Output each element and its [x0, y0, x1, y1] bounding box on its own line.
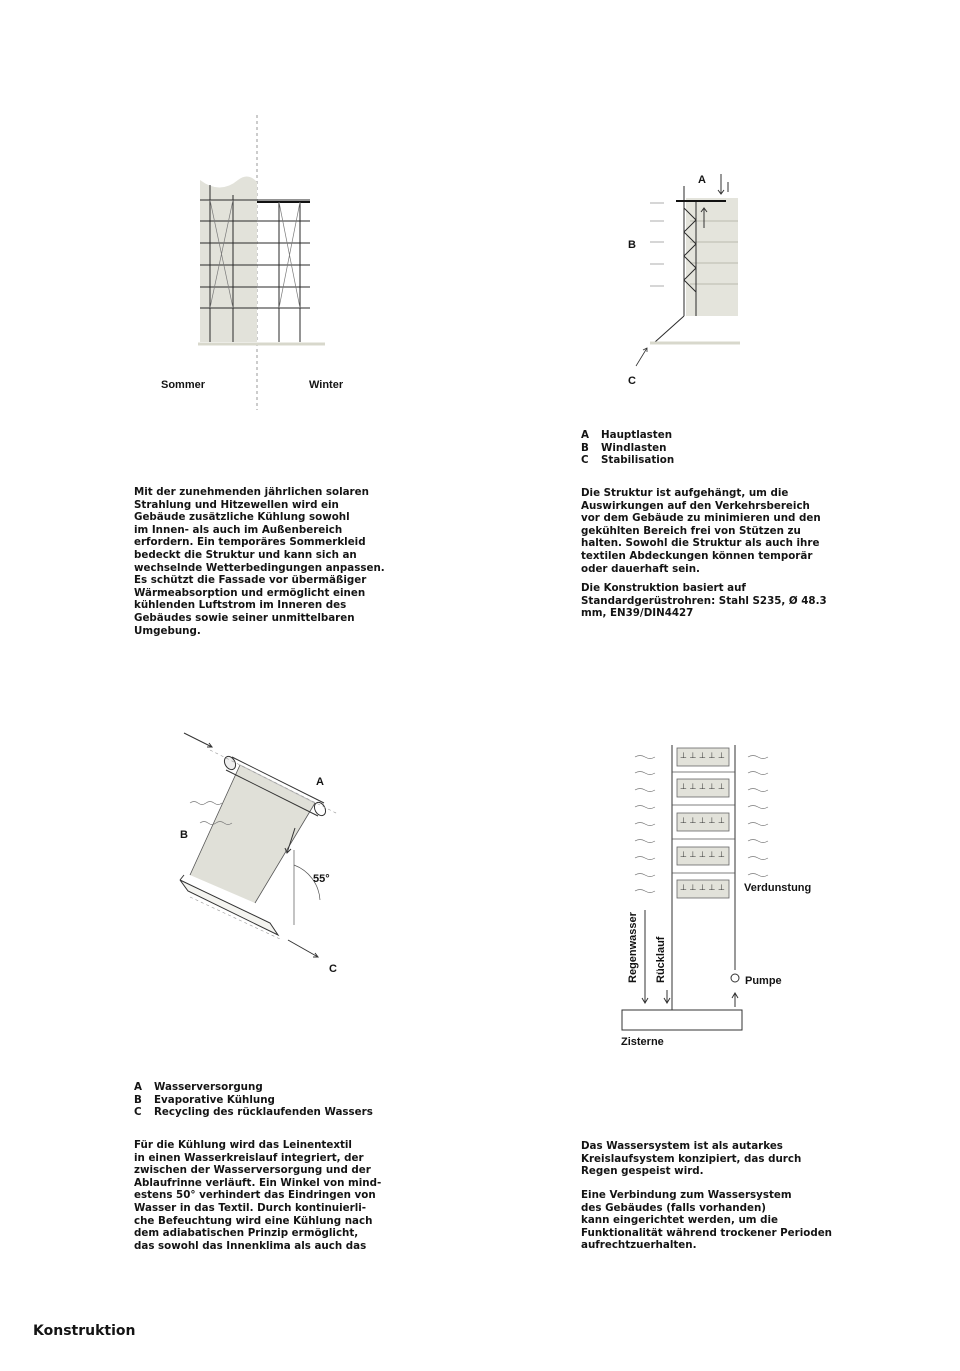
label-b: B	[180, 829, 188, 841]
label-c: C	[628, 375, 636, 387]
svg-text:⊥ ⊥ ⊥ ⊥ ⊥: ⊥ ⊥ ⊥ ⊥ ⊥	[680, 850, 726, 859]
label-b: B	[628, 239, 636, 251]
legend-row-b: B Evaporative Kühlung	[134, 1093, 275, 1106]
suspended-structure-diagram	[620, 168, 750, 393]
structure-paragraph-2: Die Konstruktion basiert auf Standardgerüstrohren: Stahl S235, Ø 48.3 mm, EN39/DIN4427	[581, 582, 827, 620]
page-title: Konstruktion	[33, 1323, 136, 1339]
label-sommer: Sommer	[161, 379, 206, 391]
summer-winter-facade-diagram	[150, 110, 380, 410]
svg-text:⊥ ⊥ ⊥ ⊥ ⊥: ⊥ ⊥ ⊥ ⊥ ⊥	[680, 883, 726, 892]
legend-row-b: B Windlasten	[581, 441, 667, 454]
legend-row-a: A Wasserversorgung	[134, 1081, 263, 1093]
label-verdunstung: Verdunstung	[744, 882, 812, 894]
water-legend	[134, 1081, 373, 1119]
water-paragraph-2: Eine Verbindung zum Wassersystem des Gebäudes (falls vorhanden) kann eingerichtet werden, um die Funktionalität während trockener Perioden aufrechtzuerhalten.	[581, 1189, 833, 1252]
legend-row-c: C Stabilisation	[581, 454, 675, 467]
angle-label: 55°	[313, 873, 330, 885]
legend-row-a: A Hauptlasten	[581, 429, 673, 441]
svg-text:⊥ ⊥ ⊥ ⊥ ⊥: ⊥ ⊥ ⊥ ⊥ ⊥	[680, 751, 726, 760]
label-ruecklauf: Rücklauf	[655, 936, 667, 983]
svg-text:⊥ ⊥ ⊥ ⊥ ⊥: ⊥ ⊥ ⊥ ⊥ ⊥	[680, 816, 726, 825]
label-zisterne: Zisterne	[621, 1036, 664, 1048]
water-paragraph-1: Das Wassersystem ist als autarkes Kreislaufsystem konzipiert, das durch Regen gespeist wird.	[581, 1140, 802, 1178]
legend-row-c: C Recycling des rücklaufenden Wassers	[134, 1106, 373, 1119]
label-a: A	[316, 776, 324, 788]
cooling-intro-paragraph: Mit der zunehmenden jährlichen solaren Strahlung und Hitzewellen wird ein Gebäude zusätzliche Kühlung sowohl im Innen- als auch im Außenbereich erfordern. Ein temporäres Sommerkleid bedeckt die Struktur und kann sich an wechselnde Wetterbedingungen anpassen. Es schützt die Fassade vor übermäßiger Wärmeabsorption und ermöglicht einen kühlenden Luftstrom im Inneren des Gebäudes sowie seiner unmittelbaren Umgebung.	[134, 486, 385, 637]
textile-cooling-diagram	[170, 725, 360, 980]
label-regenwasser: Regenwasser	[627, 912, 639, 983]
structure-paragraph-1: Die Struktur ist aufgehängt, um die Auswirkungen auf den Verkehrsbereich vor dem Gebäude zu minimieren und den gekühlten Bereich frei von Stützen zu halten. Sowohl die Struktur als auch ihre textilen Abdeckungen können temporär oder dauerhaft sein.	[581, 487, 821, 575]
label-winter: Winter	[309, 379, 344, 391]
svg-text:⊥ ⊥ ⊥ ⊥ ⊥: ⊥ ⊥ ⊥ ⊥ ⊥	[680, 782, 726, 791]
structure-legend	[581, 429, 674, 467]
label-a: A	[698, 174, 706, 186]
label-c: C	[329, 963, 337, 975]
textile-cooling-paragraph: Für die Kühlung wird das Leinentextil in einen Wasserkreislauf integriert, der zwischen der Wasserversorgung und der Ablaufrinne verläuft. Ein Winkel von mind- estens 50° verhindert das Eindringen von Wasser in das Textil. Durch kontinuierli- che Befeuchtung wird eine Kühlung nach dem adiabatischen Prinzip ermöglicht, das sowohl das Innenklima als auch das	[134, 1139, 382, 1252]
label-pumpe: Pumpe	[745, 975, 782, 987]
water-circuit-diagram	[615, 745, 830, 1055]
